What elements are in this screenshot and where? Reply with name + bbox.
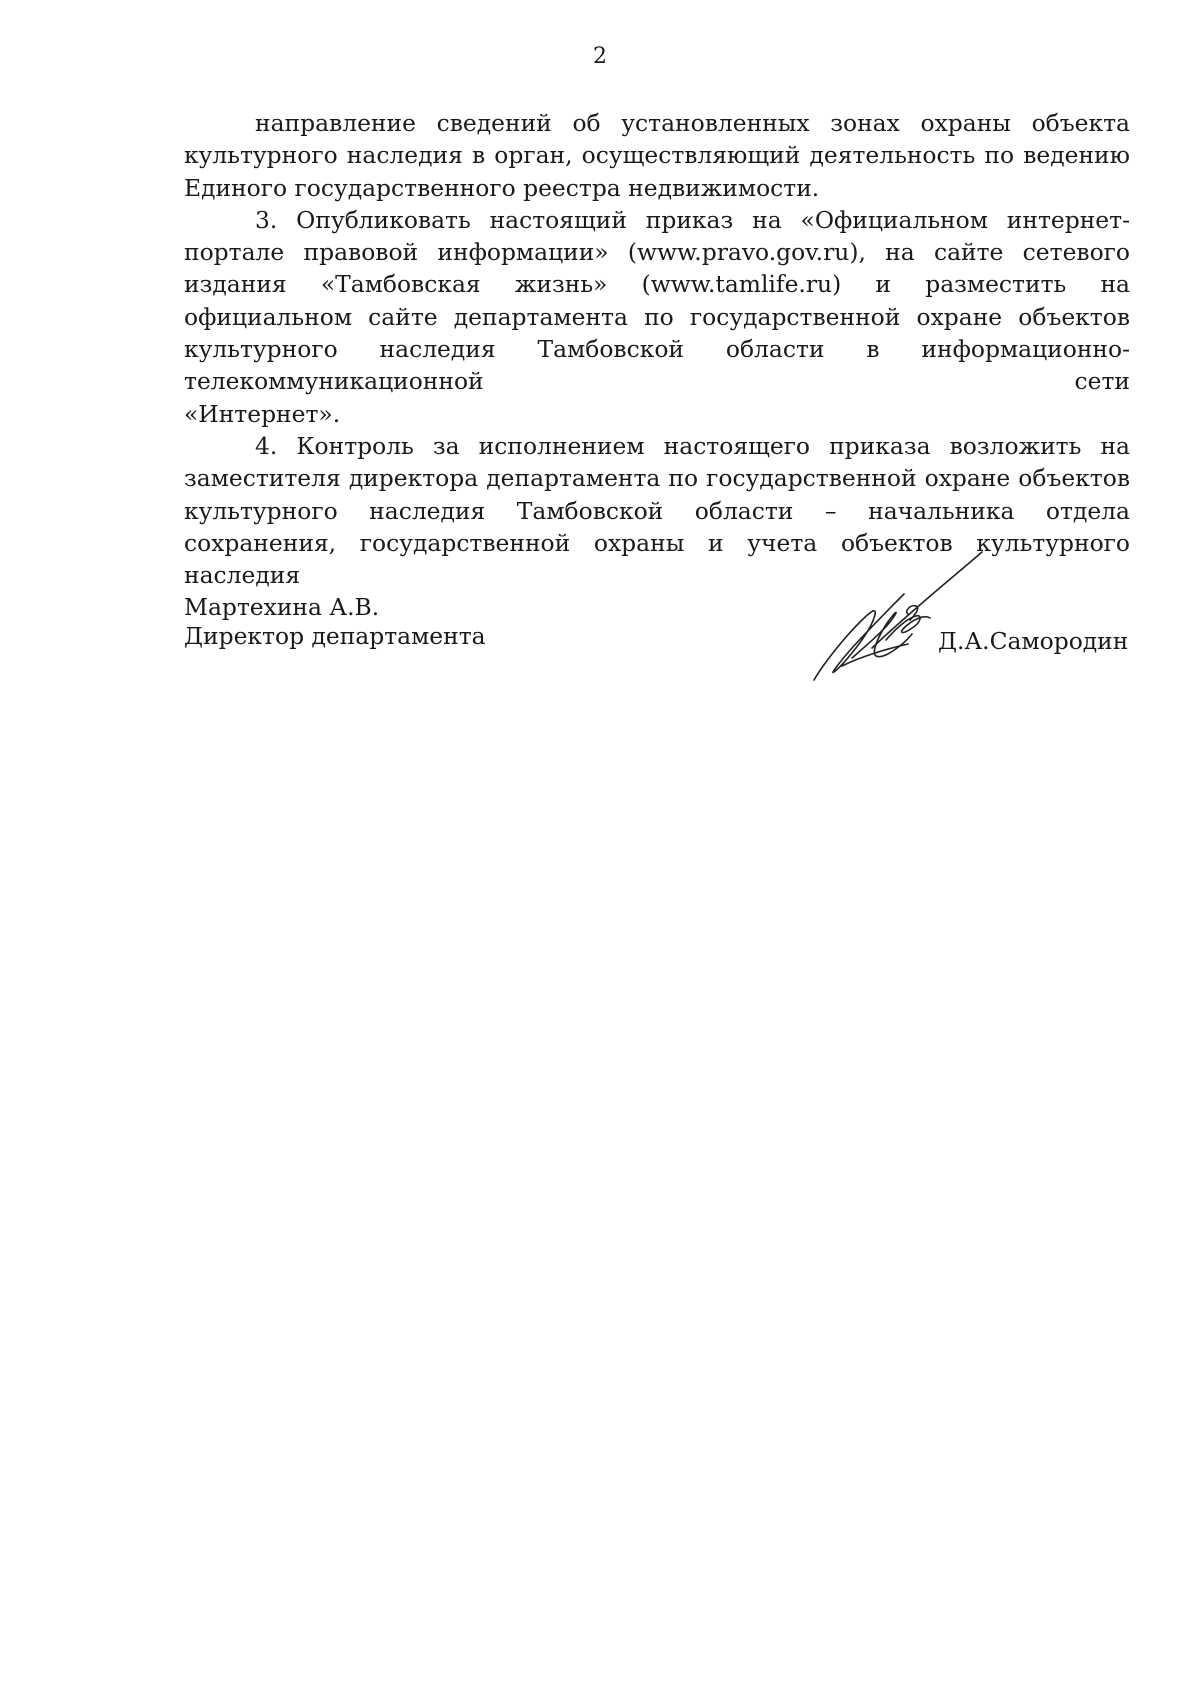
paragraph-item-3: 3. Опубликовать настоящий приказ на «Официальном интернет-портале правовой информации» (www.pravo.gov.ru), на сайте сетевого издания «Тамбовская жизнь» (www.tamlife.ru) и разместить на официальном сайте департамента по государственной охране объектов культурного наследия Тамбовской области в информационно-телекоммуникационной сети bbox=[184, 205, 1130, 396]
paragraph-item-4-end: Мартехина А.В. bbox=[184, 593, 380, 622]
handwritten-signature bbox=[812, 548, 1002, 688]
paragraph-continuation-end: Единого государственного реестра недвижимости. bbox=[184, 173, 820, 202]
page-number: 2 bbox=[593, 44, 607, 69]
paragraph-item-4: 4. Контроль за исполнением настоящего приказа возложить на заместителя директора департамента по государственной охране объектов культурного наследия Тамбовской области – начальника отдела сохранения, государственной охраны и учета объектов культурного наследия bbox=[184, 431, 1130, 590]
signatory-position: Директор департамента bbox=[184, 622, 486, 650]
signatory-name: Д.А.Самородин bbox=[938, 627, 1129, 655]
document-body bbox=[184, 107, 1130, 624]
paragraph-item-3-end: «Интернет». bbox=[184, 399, 341, 428]
paragraph-continuation: направление сведений об установленных зонах охраны объекта культурного наследия в орган, осуществляющий деятельность по ведению bbox=[184, 109, 1130, 170]
